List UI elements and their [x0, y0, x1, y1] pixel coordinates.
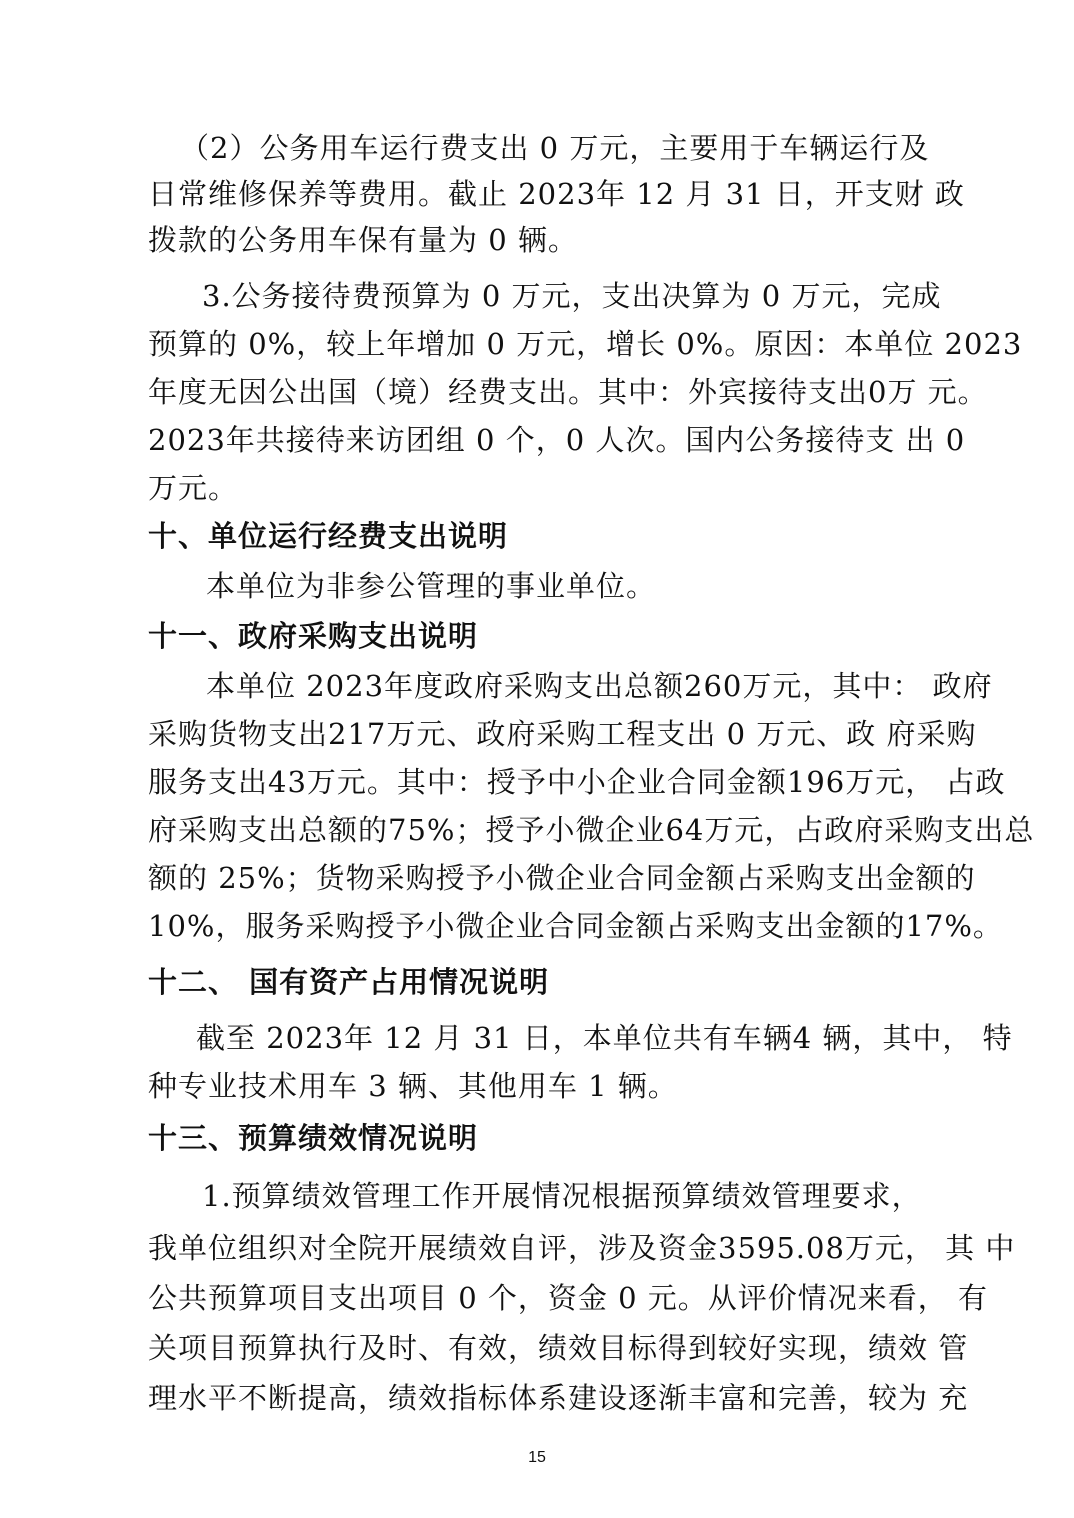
paragraph-line: 1.预算绩效管理工作开展情况根据预算绩效管理要求，	[202, 1179, 922, 1213]
paragraph-line: 本单位为非参公管理的事业单位。	[206, 569, 657, 603]
paragraph-line: 服务支出43万元。其中：授予中小企业合同金额196万元， 占政	[148, 765, 1006, 799]
section-heading: 十一、政府采购支出说明	[148, 619, 479, 653]
paragraph-line: 2023年共接待来访团组 0 个，0 人次。国内公务接待支 出 0	[148, 423, 966, 457]
page-number: 15	[528, 1449, 546, 1466]
paragraph-line: 额的 25%；货物采购授予小微企业合同金额占采购支出金额的	[148, 861, 976, 895]
paragraph-line: 拨款的公务用车保有量为 0 辆。	[148, 223, 578, 257]
paragraph-line: 采购货物支出217万元、政府采购工程支出 0 万元、政 府采购	[148, 717, 977, 751]
paragraph-line: 万元。	[148, 471, 239, 505]
paragraph-line: 本单位 2023年度政府采购支出总额260万元，其中： 政府	[206, 669, 993, 703]
paragraph-line: 公共预算项目支出项目 0 个，资金 0 元。从评价情况来看， 有	[148, 1281, 988, 1315]
paragraph-line: 10%，服务采购授予小微企业合同金额占采购支出金额的17%。	[148, 909, 1003, 943]
paragraph-line: 我单位组织对全院开展绩效自评，涉及资金3595.08万元， 其 中	[148, 1231, 1016, 1265]
paragraph-line: 府采购支出总额的75%；授予小微企业64万元，占政府采购支出总	[148, 813, 1035, 847]
paragraph-line: 理水平不断提高，绩效指标体系建设逐渐丰富和完善，较为 充	[148, 1381, 969, 1415]
paragraph-line: 截至 2023年 12 月 31 日，本单位共有车辆4 辆，其中， 特	[196, 1021, 1013, 1055]
paragraph-line: 种专业技术用车 3 辆、其他用车 1 辆。	[148, 1069, 678, 1103]
paragraph-line: 年度无因公出国（境）经费支出。其中：外宾接待支出0万 元。	[148, 375, 988, 409]
paragraph-line: 预算的 0%，较上年增加 0 万元，增长 0%。原因：本单位 2023	[148, 327, 1023, 361]
paragraph-line: 3.公务接待费预算为 0 万元，支出决算为 0 万元，完成	[202, 279, 942, 313]
paragraph-line: 关项目预算执行及时、有效，绩效目标得到较好实现，绩效 管	[148, 1331, 969, 1365]
paragraph-line: （2）公务用车运行费支出 0 万元，主要用于车辆运行及	[180, 131, 930, 165]
paragraph-line: 日常维修保养等费用。截止 2023年 12 月 31 日，开支财 政	[148, 177, 965, 211]
section-heading: 十二、 国有资产占用情况说明	[148, 965, 550, 999]
section-heading: 十三、预算绩效情况说明	[148, 1121, 479, 1155]
section-heading: 十、单位运行经费支出说明	[148, 519, 509, 553]
